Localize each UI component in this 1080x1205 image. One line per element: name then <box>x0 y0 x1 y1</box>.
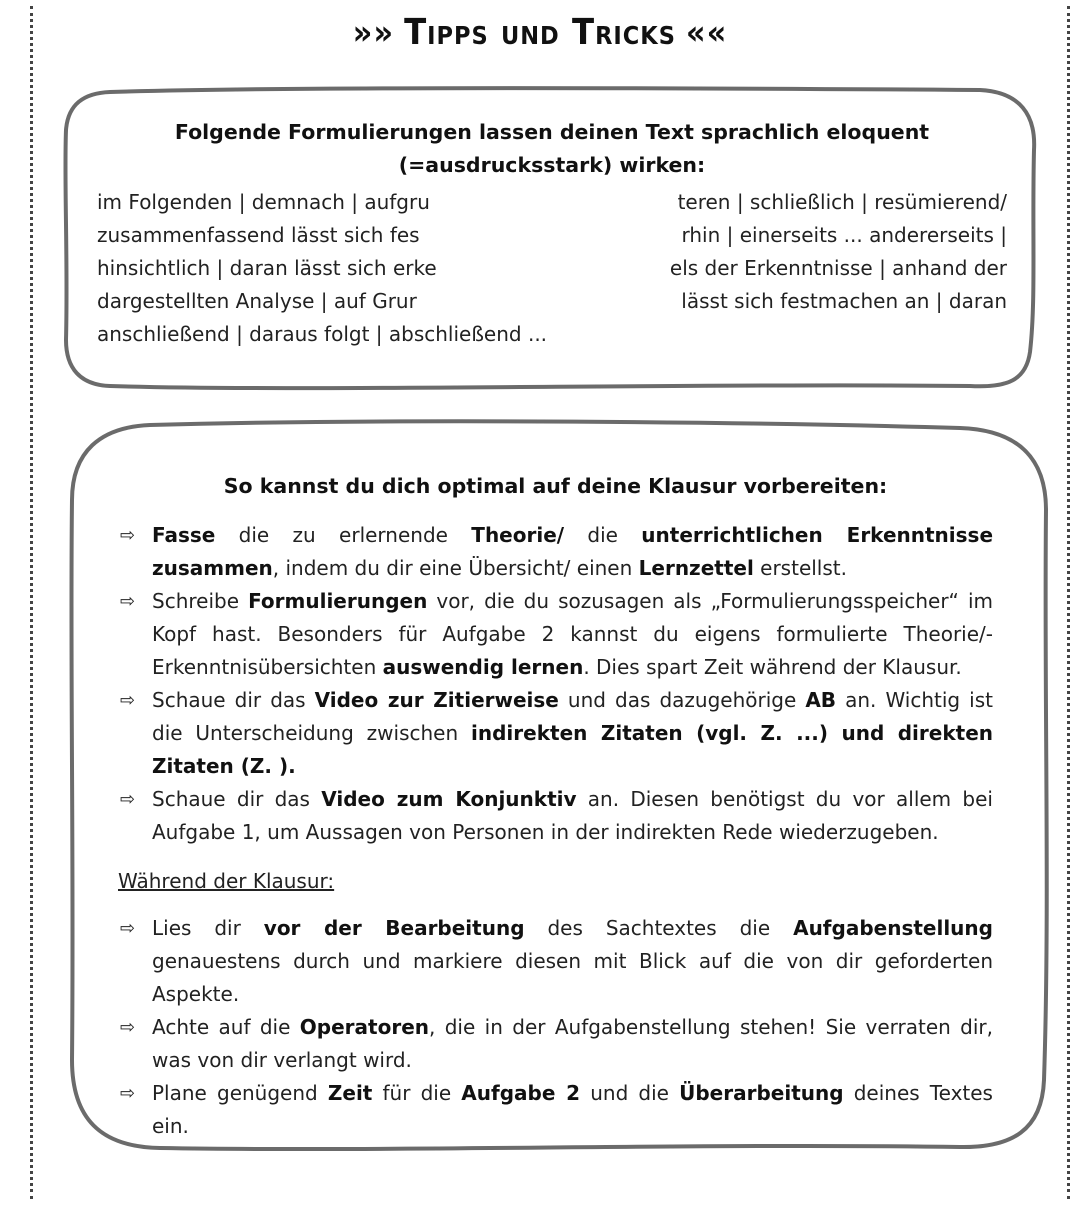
tip-text: Schreibe <box>152 589 249 613</box>
tip-text: vor, die du sozusagen als „Formulierungsspeicher“ im Kopf hast. Besonders für Aufgabe 2 kannst du eigens formulierte Theorie/-Erkenntnisübersichten <box>152 589 993 679</box>
tips-box <box>118 470 993 1143</box>
tip-emphasis: indirekten Zitaten (vgl. Z. ...) und direkten Zitaten (Z. ). <box>152 721 993 778</box>
phrases-row <box>97 285 1007 318</box>
phrases-row <box>97 186 1007 219</box>
tip-item <box>118 783 993 849</box>
tip-emphasis: Video zur Zitierweise <box>314 688 559 712</box>
tip-item <box>118 1011 993 1077</box>
tip-item <box>118 585 993 684</box>
tip-emphasis: Überarbeitung <box>679 1081 844 1105</box>
tip-emphasis: Theorie/ <box>471 523 565 547</box>
phrases-row <box>97 219 1007 252</box>
tip-text: Schaue dir das <box>152 688 315 712</box>
tip-emphasis: Aufgabenstellung <box>793 916 993 940</box>
tip-item <box>118 684 993 783</box>
tip-emphasis: AB <box>805 688 837 712</box>
tips-heading: So kannst du dich optimal auf deine Klausur vorbereiten: <box>223 474 888 498</box>
right-arrow-icon: ⇨ <box>120 690 136 711</box>
title-right-marker: «« <box>685 13 728 53</box>
phrases-text: rhin | einerseits ... andererseits | <box>681 223 1007 247</box>
title-text: Tipps und Tricks <box>404 12 676 53</box>
tip-text: , die in der Aufgabenstellung stehen! Sie verraten dir, was von dir verlangt wird. <box>152 1015 994 1072</box>
preparation-tips-list <box>118 519 993 849</box>
tip-emphasis: vor der Bearbeitung <box>263 916 525 940</box>
tip-text: Plane genügend <box>152 1081 328 1105</box>
during-exam-tips-list <box>118 912 993 1143</box>
tip-text: Achte auf die <box>152 1015 300 1039</box>
tip-text: und das dazugehörige <box>558 688 806 712</box>
tip-text: des Sachtextes die <box>524 916 794 940</box>
tip-item <box>118 1077 993 1143</box>
tip-text: und die <box>580 1081 680 1105</box>
phrases-heading-line1: Folgende Formulierungen lassen deinen Text sprachlich eloquent <box>174 120 930 144</box>
tip-text: erstellst. <box>753 556 847 580</box>
tip-item <box>118 519 993 585</box>
tip-emphasis: Operatoren <box>299 1015 429 1039</box>
right-arrow-icon: ⇨ <box>120 789 136 810</box>
right-arrow-icon: ⇨ <box>120 1017 136 1038</box>
phrases-box <box>97 116 1007 351</box>
phrases-text: els der Erkenntnisse | anhand der <box>669 256 1007 280</box>
phrases-text: lässt sich festmachen an | daran <box>681 289 1007 313</box>
tip-text: Lies dir <box>152 916 264 940</box>
tip-emphasis: auswendig lernen <box>382 655 584 679</box>
phrases-text: anschließend | daraus folgt | abschließend ... <box>97 322 548 346</box>
phrases-text: im Folgenden | demnach | aufgru <box>97 190 430 214</box>
tip-item <box>118 912 993 1011</box>
phrases-heading-line2: (=ausdrucksstark) wirken: <box>398 153 706 177</box>
tip-text: für die <box>372 1081 462 1105</box>
tip-emphasis: Lernzettel <box>638 556 754 580</box>
phrases-row <box>97 318 1007 351</box>
during-exam-subheading: Während der Klausur: <box>118 869 335 893</box>
tip-emphasis: Zeit <box>327 1081 373 1105</box>
tip-emphasis: Aufgabe 2 <box>461 1081 581 1105</box>
tip-text: deines Textes ein. <box>152 1081 993 1138</box>
phrases-heading <box>97 116 1007 182</box>
phrases-text: teren | schließlich | resümierend/ <box>677 190 1007 214</box>
tip-text: die zu erlernende <box>215 523 472 547</box>
phrases-list <box>97 186 1007 351</box>
right-arrow-icon: ⇨ <box>120 591 136 612</box>
phrases-row <box>97 252 1007 285</box>
tip-text: genauestens durch und markiere diesen mit Blick auf die von dir geforderten Aspekte. <box>152 949 993 1006</box>
tip-text: die <box>564 523 642 547</box>
right-arrow-icon: ⇨ <box>120 1083 136 1104</box>
phrases-text: zusammenfassend lässt sich fes <box>97 223 420 247</box>
tip-emphasis: Fasse <box>152 523 216 547</box>
tip-text: Schaue dir das <box>152 787 322 811</box>
tip-text: , indem du dir eine Übersicht/ einen <box>272 556 639 580</box>
title-left-marker: »» <box>352 13 395 53</box>
tip-text: . Dies spart Zeit während der Klausur. <box>583 655 962 679</box>
tip-emphasis: Formulierungen <box>248 589 428 613</box>
tip-text: an. Diesen benötigst du vor allem bei Aufgabe 1, um Aussagen von Personen in der indirekten Rede wiederzugeben. <box>152 787 993 844</box>
tip-emphasis: Video zum Konjunktiv <box>321 787 577 811</box>
right-arrow-icon: ⇨ <box>120 525 136 546</box>
phrases-text: dargestellten Analyse | auf Grur <box>97 289 417 313</box>
tip-text: an. Wichtig ist die Unterscheidung zwischen <box>152 688 993 745</box>
tip-emphasis: unterrichtlichen Erkenntnisse zusammen <box>152 523 994 580</box>
phrases-text: hinsichtlich | daran lässt sich erke <box>97 256 437 280</box>
right-arrow-icon: ⇨ <box>120 918 136 939</box>
